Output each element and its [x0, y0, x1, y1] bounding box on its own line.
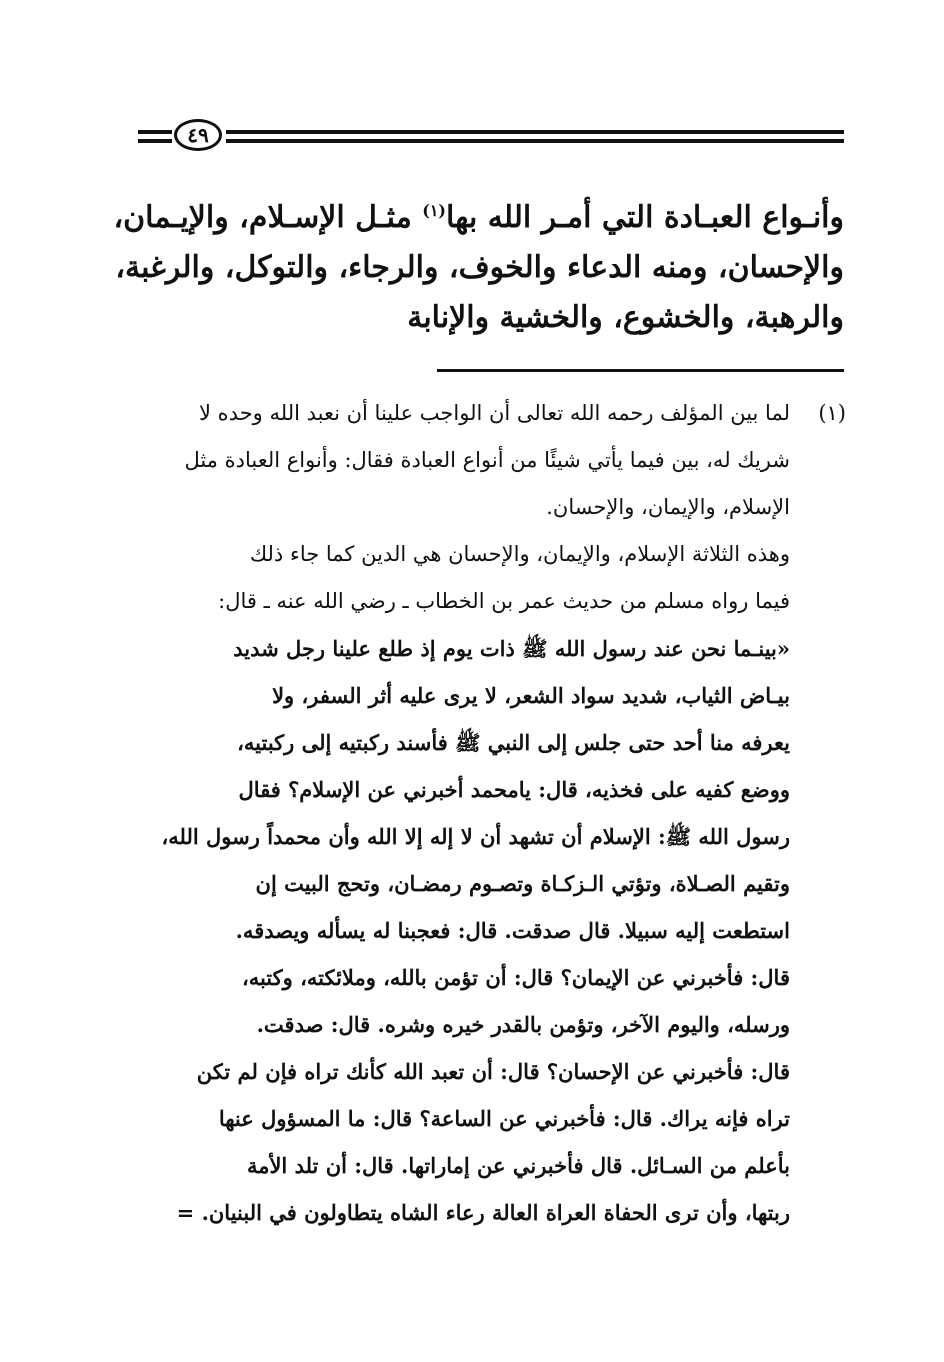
hadith-line: رسول الله ﷺ: الإسلام أن تشهد أن لا إله إلا الله وأن محمداً رسول الله، [161, 824, 790, 849]
footnote-line: وهذه الثلاثة الإسلام، والإيمان، والإحسان هي الدين كما جاء ذلك [249, 542, 790, 566]
header-rule-top [226, 130, 844, 134]
main-line [113, 186, 844, 243]
hadith-line: ورسله، واليوم الآخر، وتؤمن بالقدر خيره وشره. قال: صدقت. [256, 1012, 790, 1037]
footnote-marker: (١) [818, 401, 846, 425]
hadith-line: تراه فإنه يراك. قال: فأخبرني عن الساعة؟ قال: ما المسؤول عنها [218, 1106, 790, 1131]
main-line: والإحسان، ومنه الدعاء والخوف، والرجاء، والتوكل، والرغبة، [115, 250, 844, 285]
hadith-line [134, 1189, 790, 1236]
hadith-line: وتقيم الصـلاة، وتؤتي الـزكـاة وتصـوم رمضـان، وتحج البيت إن [255, 871, 790, 896]
footnote-ref: (١) [422, 201, 446, 220]
hadith-line: ووضع كفيه على فخذيه، قال: يامحمد أخبرني عن الإسلام؟ فقال [238, 777, 790, 802]
main-line-part: وأنـواع العبـادة التي أمـر الله بها [445, 200, 844, 235]
hadith-line: يعرفه منا أحد حتى جلس إلى النبي ﷺ فأسند ركبتيه إلى ركبتيه، [237, 730, 790, 755]
page-header [138, 118, 844, 156]
hadith-line-text: ربتها، وأن ترى الحفاة العراة العالة رعاء الشاه يتطاولون في البنيان. [201, 1200, 790, 1225]
footnote-line: لما بين المؤلف رحمه الله تعالى أن الواجب علينا أن نعبد الله وحده لا [199, 401, 790, 425]
footnote-body [134, 390, 790, 1236]
hadith-line: «بينـما نحن عند رسول الله ﷺ ذات يوم إذ طلع علينا رجل شديد [233, 636, 790, 661]
footnote [134, 390, 846, 1236]
footnote-separator [437, 369, 844, 372]
footnote-line: فيما رواه مسلم من حديث عمر بن الخطاب ـ رضي الله عنه ـ قال: [218, 589, 790, 613]
header-rule-left-top [138, 130, 172, 134]
hadith-line: بأعلم من السـائل. قال فأخبرني عن إماراتها. قال: أن تلد الأمة [246, 1153, 790, 1178]
main-text [113, 186, 844, 343]
hadith-line: قال: فأخبرني عن الإيمان؟ قال: أن تؤمن بالله، وملائكته، وكتبه، [241, 965, 790, 990]
hadith-line: استطعت إليه سبيلا. قال صدقت. قال: فعجبنا له يسأله ويصدقه. [235, 918, 790, 943]
main-line: والرهبة، والخشوع، والخشية والإنابة [407, 300, 844, 335]
header-rule-bottom [226, 139, 844, 143]
page-number: ٤٩ [174, 119, 222, 151]
footnote-line: الإسلام، والإيمان، والإحسان. [546, 495, 790, 519]
hadith-line: بيـاض الثياب، شديد سواد الشعر، لا يرى عليه أثر السفر، ولا [272, 683, 790, 708]
continuation-mark: = [176, 1200, 195, 1225]
footnote-line: شريك له، بين فيما يأتي شيئًا من أنواع العبادة فقال: وأنواع العبادة مثل [184, 448, 790, 472]
hadith-line: قال: فأخبرني عن الإحسان؟ قال: أن تعبد الله كأنك تراه فإن لم تكن [196, 1059, 790, 1084]
header-rule-left-bottom [138, 139, 172, 143]
main-line-part: مثـل الإسـلام، والإيـمان، [113, 200, 423, 235]
